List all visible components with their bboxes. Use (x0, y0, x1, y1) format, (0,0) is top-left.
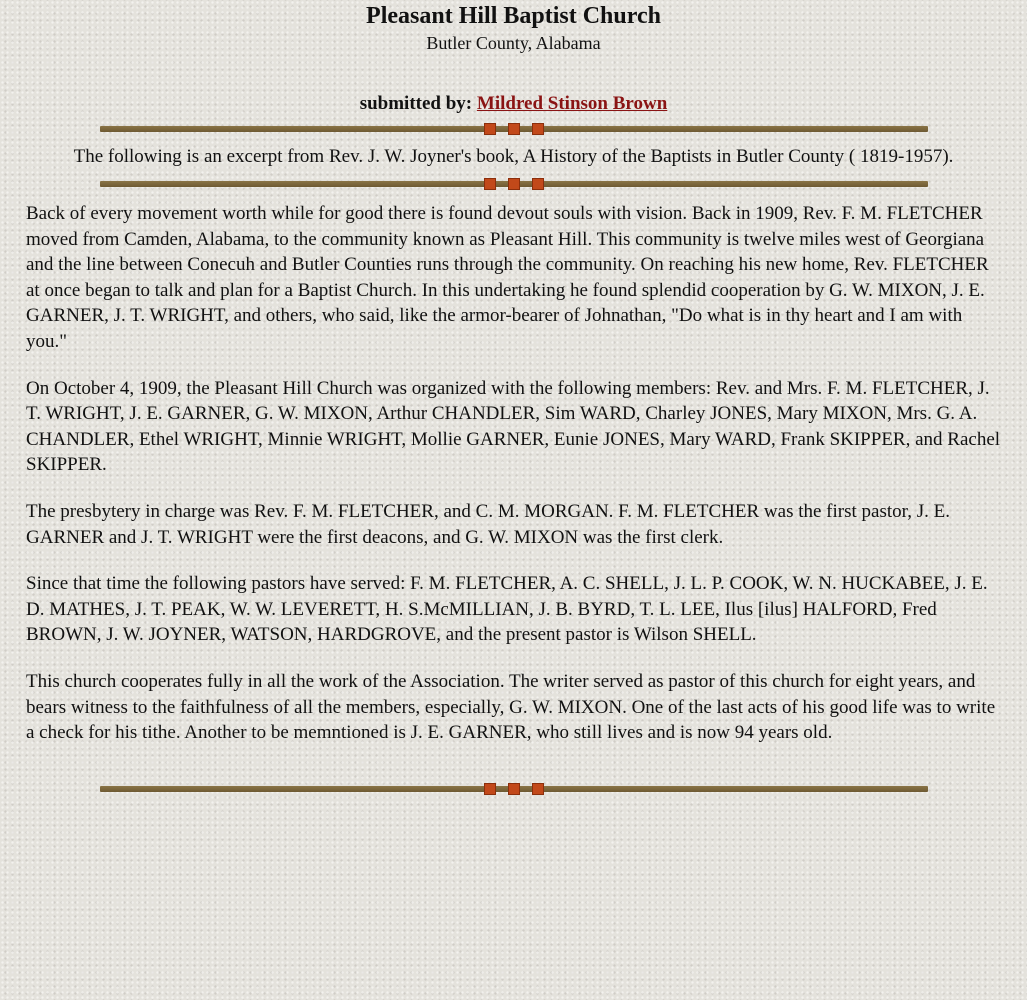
divider-dot (484, 783, 496, 795)
divider-dot (484, 123, 496, 135)
article-body (0, 201, 1027, 746)
page-title: Pleasant Hill Baptist Church (366, 3, 661, 29)
divider-dot (532, 178, 544, 190)
divider-dot (532, 123, 544, 135)
divider-ornament (484, 783, 544, 795)
divider-dot (508, 123, 520, 135)
divider (100, 782, 928, 796)
divider-dot (532, 783, 544, 795)
paragraph: This church cooperates fully in all the work of the Association. The writer served as pastor of this church for eight years, and bears witness to the faithfulness of all the members, especially, G. W. MIXON. One of the last acts of his good life was to write a check for his tithe. Another to be memntioned is J. E. GARNER, who still lives and is now 94 years old. (26, 670, 996, 744)
divider-ornament (484, 123, 544, 135)
divider-ornament (484, 178, 544, 190)
divider (100, 122, 928, 136)
paragraph: Back of every movement worth while for good there is found devout souls with vision. Back in 1909, Rev. F. M. FLETCHER moved from Camden, Alabama, to the community known as Pleasant Hill. This community is twelve miles west of Georgiana and the line between Conecuh and Butler Counties runs through the community. On reaching his new home, Rev. FLETCHER at once began to talk and plan for a Baptist Church. In this undertaking he found splendid cooperation by G. W. MIXON, J. E. GARNER, J. T. WRIGHT, and others, who said, like the armor-bearer of Johnathan, "Do what is in thy heart and I am with you." (26, 203, 989, 352)
submitted-by (0, 92, 1027, 116)
page-subtitle: Butler County, Alabama (426, 33, 601, 53)
divider (100, 177, 928, 191)
paragraph: The presbytery in charge was Rev. F. M. FLETCHER, and C. M. MORGAN. F. M. FLETCHER was the first pastor, J. E. GARNER and J. T. WRIGHT were the first deacons, and G. W. MIXON was the first clerk. (26, 500, 950, 548)
divider-dot (508, 783, 520, 795)
divider-dot (508, 178, 520, 190)
paragraph: Since that time the following pastors have served: F. M. FLETCHER, A. C. SHELL, J. L. P. COOK, W. N. HUCKABEE, J. E. D. MATHES, J. T. PEAK, W. W. LEVERETT, H. S.McMILLIAN, J. B. BYRD, T. L. LEE, Ilus [ilus] HALFORD, Fred BROWN, J. W. JOYNER, WATSON, HARDGROVE, and the present pastor is Wilson SHELL. (26, 573, 988, 646)
divider-dot (484, 178, 496, 190)
author-link[interactable]: Mildred Stinson Brown (476, 93, 668, 114)
submitted-label: submitted by: (359, 93, 473, 114)
intro-text: The following is an excerpt from Rev. J. W. Joyner's book, A History of the Baptists in Butler County ( 1819-1957). (73, 146, 954, 167)
paragraph: On October 4, 1909, the Pleasant Hill Church was organized with the following members: Rev. and Mrs. F. M. FLETCHER, J. T. WRIGHT, J. E. GARNER, G. W. MIXON, Arthur CHANDLER, Sim WARD, Charley JONES, Mary MIXON, Mrs. G. A. CHANDLER, Ethel WRIGHT, Minnie WRIGHT, Mollie GARNER, Eunie JONES, Mary WARD, Frank SKIPPER, and Rachel SKIPPER. (26, 377, 1001, 476)
